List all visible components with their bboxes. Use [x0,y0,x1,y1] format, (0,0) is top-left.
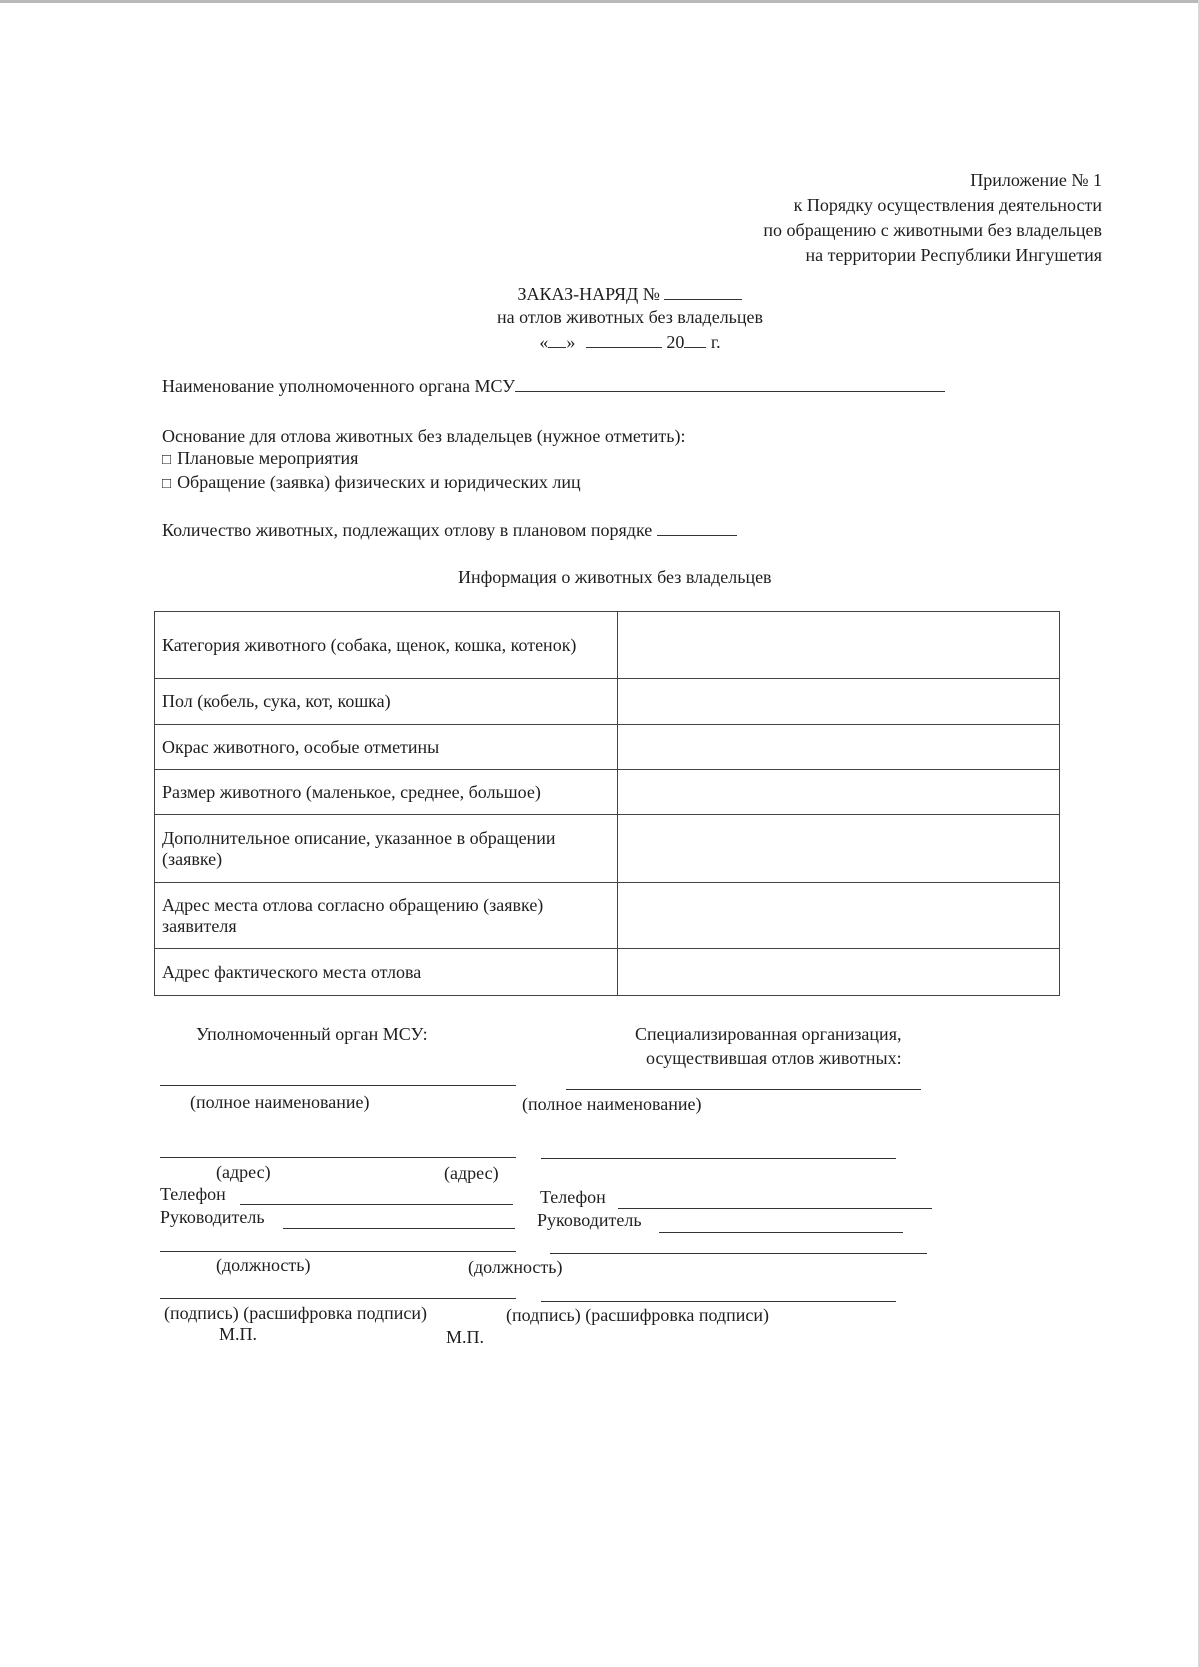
appendix-line-3: по обращению с животными без владельцев [763,220,1102,240]
row-value-cell[interactable] [618,815,1060,883]
table-row [155,612,1060,679]
right-position-line[interactable] [550,1253,927,1254]
year-prefix: 20 [666,332,685,352]
order-date-line [430,330,830,354]
row-label: Размер животного (маленькое, среднее, большое) [155,770,618,815]
right-name-line[interactable] [566,1089,921,1090]
date-open-quote: « [539,332,549,352]
day-field[interactable] [548,330,566,348]
row-value-cell[interactable] [618,883,1060,949]
appendix-line-1: Приложение № 1 [970,170,1102,190]
right-org-title-2: осуществившая отлов животных: [646,1048,902,1068]
option-planned-row[interactable] [162,447,358,471]
info-table [154,611,1060,996]
right-signature-line[interactable] [541,1301,896,1302]
basis-label: Основание для отлова животных без владельцев (нужное отметить): [162,426,686,446]
info-table-title: Информация о животных без владельцев [458,567,772,587]
left-address-caption: (адрес) [216,1162,271,1182]
month-field[interactable] [586,330,662,348]
option-planned-label: Плановые мероприятия [177,448,359,468]
order-title [430,282,830,306]
row-label: Дополнительное описание, указанное в обращении (заявке) [155,815,618,883]
left-head-line[interactable] [283,1228,515,1229]
right-position-caption: (должность) [468,1257,563,1277]
row-label: Пол (кобель, сука, кот, кошка) [155,679,618,725]
option-request-row[interactable] [162,471,581,495]
left-head-label: Руководитель [160,1207,265,1227]
table-row [155,679,1060,725]
row-label: Адрес фактического места отлова [155,949,618,996]
left-phone-label: Телефон [160,1184,226,1204]
table-row [155,725,1060,770]
left-signature-line[interactable] [160,1298,516,1299]
order-subtitle: на отлов животных без владельцев [496,307,764,327]
msu-name-label: Наименование уполномоченного органа МСУ [162,376,515,396]
left-full-name-caption: (полное наименование) [190,1092,370,1112]
msu-name-field[interactable] [515,374,945,392]
right-signature-caption: (подпись) (расшифровка подписи) [506,1305,769,1325]
row-value-cell[interactable] [618,725,1060,770]
left-position-caption: (должность) [216,1255,311,1275]
right-full-name-caption: (полное наименование) [522,1094,702,1114]
row-label: Категория животного (собака, щенок, кошка, котенок) [155,612,618,679]
right-head-line[interactable] [659,1232,903,1233]
row-label: Окрас животного, особые отметины [155,725,618,770]
right-org-title-1: Специализированная организация, [635,1024,902,1044]
left-phone-line[interactable] [240,1204,513,1205]
right-head-label: Руководитель [537,1210,642,1230]
right-phone-label: Телефон [540,1187,606,1207]
left-position-line[interactable] [160,1251,516,1252]
msu-name-row [162,374,945,397]
date-close-quote: » [566,332,576,352]
quantity-row [162,518,737,541]
right-address-line[interactable] [541,1158,896,1159]
left-name-line[interactable] [160,1085,516,1086]
year-suffix: г. [710,332,721,352]
checkbox-icon[interactable]: □ [162,452,172,468]
table-row [155,770,1060,815]
order-title-text: ЗАКАЗ-НАРЯД № [517,284,660,304]
left-address-line[interactable] [160,1157,516,1158]
option-request-label: Обращение (заявка) физических и юридических лиц [177,472,581,492]
order-number-field[interactable] [664,282,742,300]
year-field[interactable] [684,330,706,348]
row-value-cell[interactable] [618,949,1060,996]
row-value-cell[interactable] [618,612,1060,679]
appendix-line-2: к Порядку осуществления деятельности [793,195,1102,215]
scan-top-edge [0,0,1200,3]
appendix-block [763,168,1102,268]
left-signature-caption: (подпись) (расшифровка подписи) [164,1303,427,1323]
left-stamp-label: М.П. [219,1324,258,1344]
checkbox-icon[interactable]: □ [162,476,172,492]
table-row [155,883,1060,949]
quantity-field[interactable] [657,518,737,536]
quantity-label: Количество животных, подлежащих отлову в плановом порядке [162,520,653,540]
left-org-title: Уполномоченный орган МСУ: [196,1024,428,1044]
table-row [155,949,1060,996]
right-address-caption: (адрес) [444,1163,499,1183]
row-value-cell[interactable] [618,679,1060,725]
row-label: Адрес места отлова согласно обращению (заявке) заявителя [155,883,618,949]
right-phone-line[interactable] [618,1208,932,1209]
row-value-cell[interactable] [618,770,1060,815]
appendix-line-4: на территории Республики Ингушетия [805,245,1102,265]
table-row [155,815,1060,883]
right-stamp-label: М.П. [446,1327,485,1347]
